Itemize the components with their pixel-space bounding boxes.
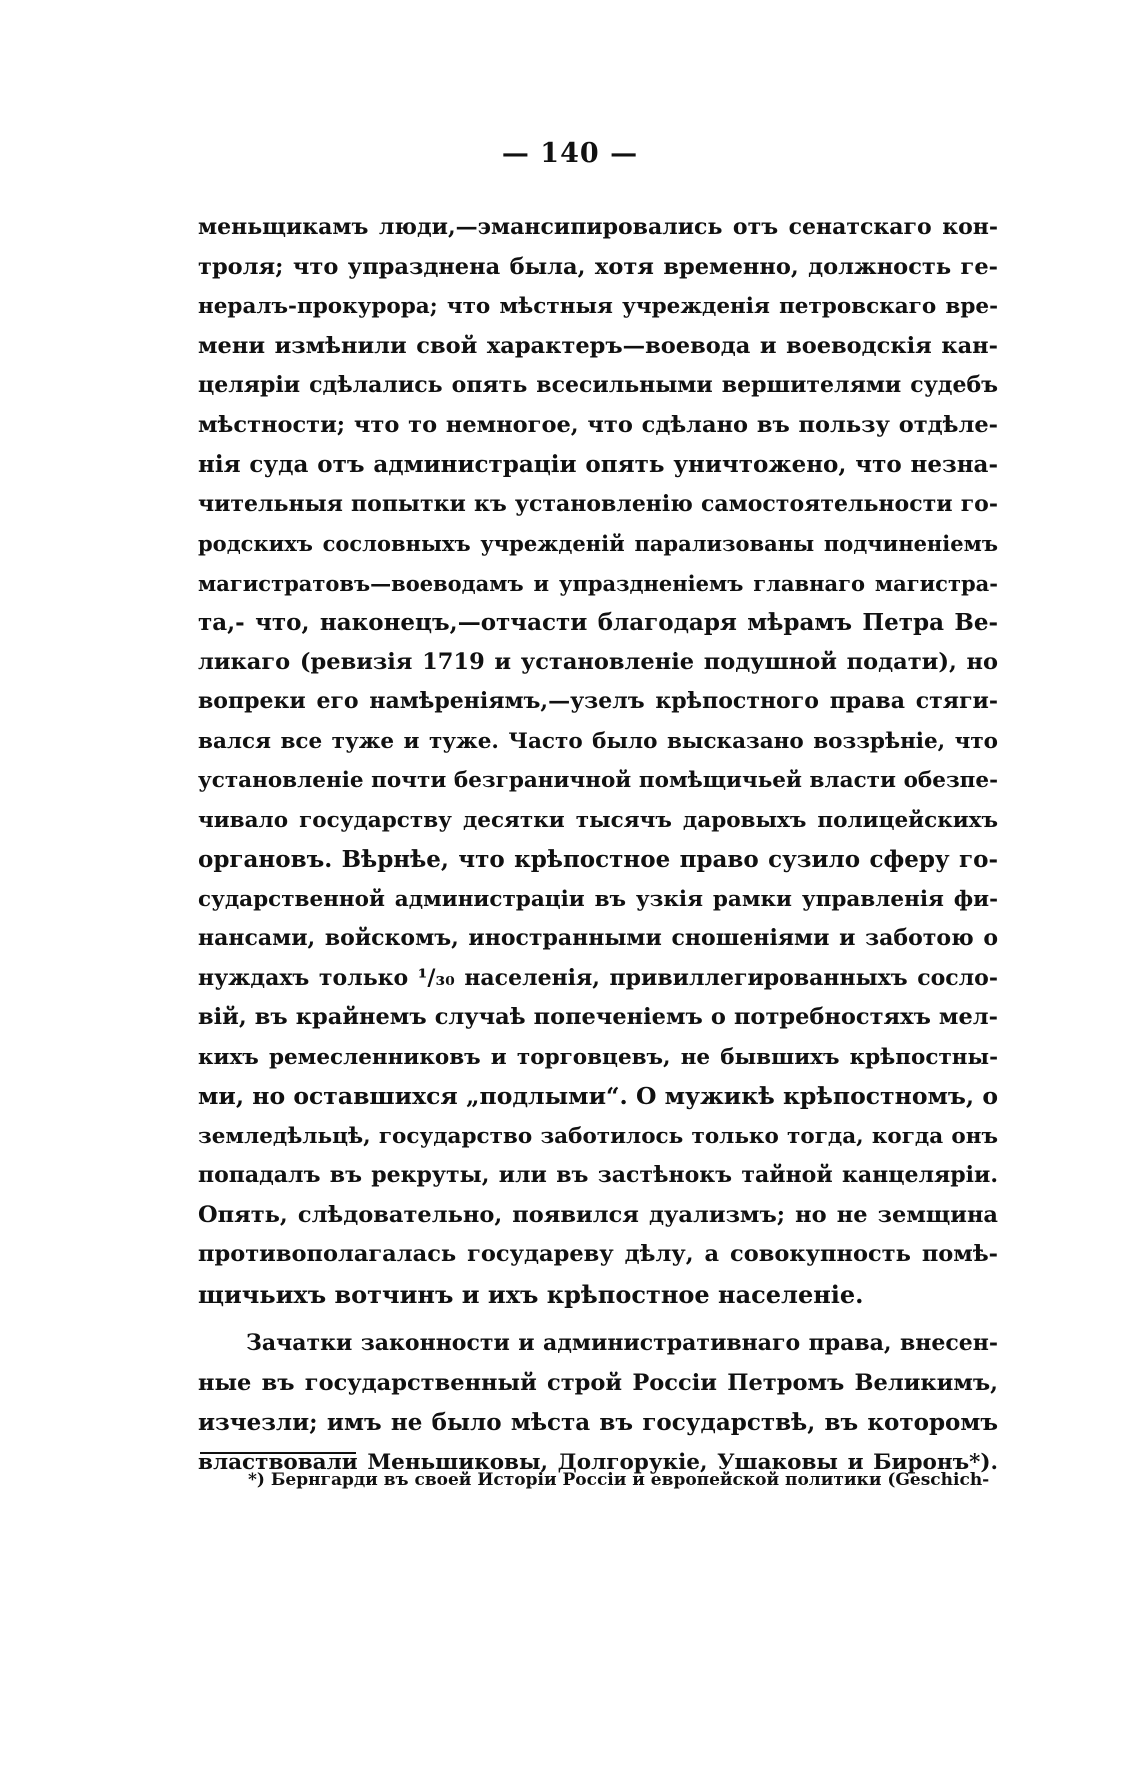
text-line: властвовали Меньшиковы, Долгорукіе, Ушаковы и Биронъ*).: [198, 1449, 998, 1475]
paragraph-gap: [198, 1314, 998, 1324]
text-line: кихъ ремесленниковъ и торговцевъ, не бывшихъ крѣпостны-: [198, 1044, 998, 1070]
text-line: троля; что упразднена была, хотя временно, должность ге-: [198, 253, 998, 280]
text-line: щичьихъ вотчинъ и ихъ крѣпостное населеніе.: [198, 1279, 864, 1309]
text-line: нансами, войскомъ, иностранными сношеніями и заботою о: [198, 925, 998, 951]
page-number: — 140 —: [501, 138, 639, 169]
text-line: мени измѣнили свой характеръ—воевода и воеводскія кан-: [198, 332, 998, 359]
text-line: изчезли; имъ не было мѣста въ государствѣ, въ которомъ: [198, 1409, 998, 1436]
text-line: ные въ государственный строй Россіи Петромъ Великимъ,: [198, 1369, 998, 1396]
text-line: установленіе почти безграничной помѣщичьей власти обезпе-: [198, 768, 998, 793]
footnote: *) Бернгарди въ своей Исторіи Россіи и европейской политики (Geschich-: [248, 1470, 990, 1490]
body-text: [198, 208, 998, 1482]
text-line: магистратовъ—воеводамъ и упраздненіемъ главнаго магистра-: [198, 570, 998, 596]
text-line: мѣстности; что то немногое, что сдѣлано въ пользу отдѣле-: [198, 411, 998, 438]
text-line: нія суда отъ администраціи опять уничтожено, что незна-: [198, 451, 998, 478]
text-line: Зачатки законности и административнаго права, внесен-: [246, 1330, 998, 1356]
text-line: сударственной администраціи въ узкія рамки управленія фи-: [198, 886, 998, 912]
text-line: Опять, слѣдовательно, появился дуализмъ; но не земщина: [198, 1201, 998, 1228]
text-line: вій, въ крайнемъ случаѣ попеченіемъ о потребностяхъ мел-: [198, 1004, 998, 1030]
text-line: земледѣльцѣ, государство заботилось только тогда, когда онъ: [198, 1123, 998, 1149]
paragraph-2: [198, 1324, 998, 1482]
text-line: родскихъ сословныхъ учрежденій парализованы подчиненіемъ: [198, 531, 998, 556]
text-line: нуждахъ только ¹/₃₀ населенія, привиллегированныхъ сосло-: [198, 964, 998, 991]
text-line: ми, но оставшихся „подлыми“. О мужикѣ крѣпостномъ, о: [198, 1082, 998, 1110]
text-line: вался все туже и туже. Часто было высказано воззрѣніе, что: [198, 728, 998, 754]
text-line: чительныя попытки къ установленію самостоятельности го-: [198, 490, 998, 517]
text-line: попадалъ въ рекруты, или въ застѣнокъ тайной канцеляріи.: [198, 1162, 998, 1188]
text-line: ликаго (ревизія 1719 и установленіе подушной подати), но: [198, 648, 998, 675]
text-line: та,- что, наконецъ,—отчасти благодаря мѣрамъ Петра Ве-: [198, 609, 998, 636]
text-line: чивало государству десятки тысячъ даровыхъ полицейскихъ: [198, 807, 998, 833]
text-line: меньщикамъ люди,—эмансипировались отъ сенатскаго кон-: [198, 214, 998, 240]
text-line: нералъ-прокурора; что мѣстныя учрежденія петровскаго вре-: [198, 294, 998, 319]
text-line: противополагалась государеву дѣлу, а совокупность помѣ-: [198, 1241, 998, 1267]
footnote-divider: [200, 1452, 356, 1454]
paragraph-1: [198, 208, 998, 1314]
text-line: целяріи сдѣлались опять всесильными вершителями судебъ: [198, 372, 998, 398]
text-line: вопреки его намѣреніямъ,—узелъ крѣпостного права стяги-: [198, 688, 998, 714]
text-line: органовъ. Вѣрнѣе, что крѣпостное право сузило сферу го-: [198, 846, 998, 873]
